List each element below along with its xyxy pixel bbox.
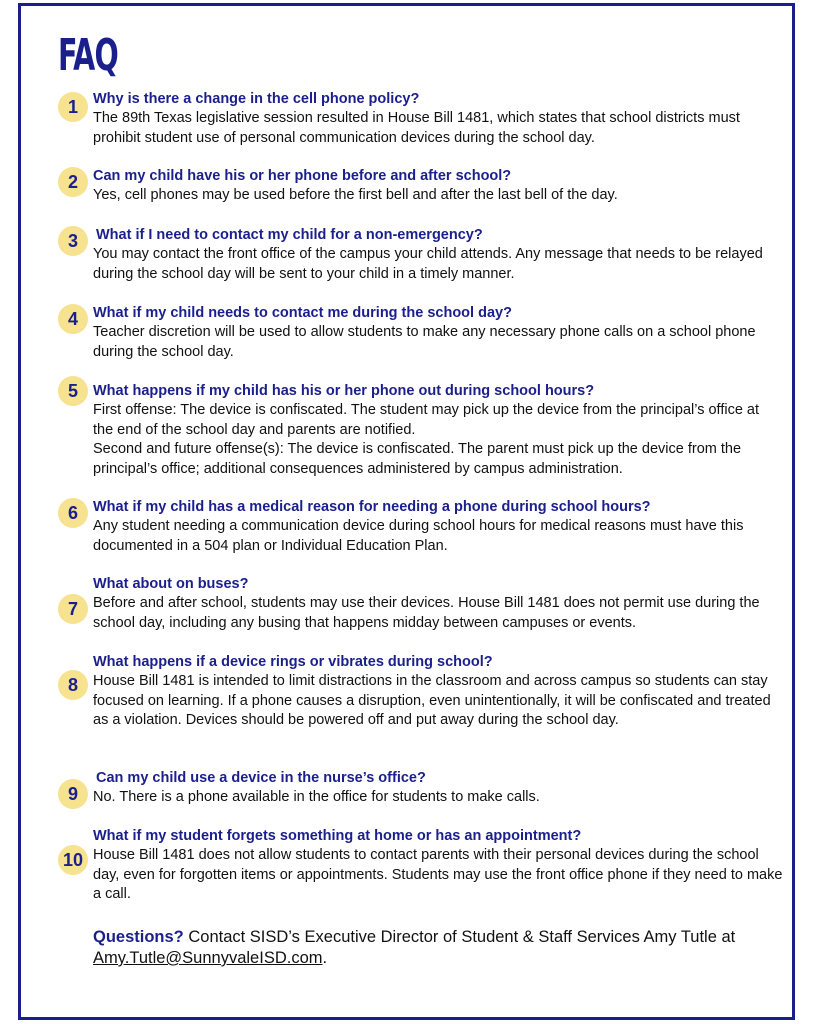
faq-answer: Before and after school, students may use their devices. House Bill 1481 does not permit use during the school day, including any busing that happens midday between campuses or events.: [93, 595, 760, 631]
faq-answer: House Bill 1481 does not allow students to contact parents with their personal devices during the school day, even for forgotten items or appointments. Students may use the front office phone if they need to make a call.: [93, 847, 783, 902]
number-badge: 8: [58, 670, 88, 700]
faq-question: Can my child use a device in the nurse’s office?: [96, 770, 426, 786]
faq-question: What if my child needs to contact me during the school day?: [93, 305, 512, 321]
contact-lead: Questions?: [93, 928, 184, 946]
faq-question: What happens if a device rings or vibrates during school?: [93, 654, 493, 670]
faq-answer: Teacher discretion will be used to allow students to make any necessary phone calls on a school phone during the school day.: [93, 324, 756, 360]
number-badge: 3: [58, 226, 88, 256]
faq-answer: The 89th Texas legislative session resulted in House Bill 1481, which states that school districts must prohibit student use of personal communication devices during the school day.: [93, 110, 740, 146]
number-badge: 4: [58, 304, 88, 334]
faq-question: What about on buses?: [93, 576, 249, 592]
number-badge: 5: [58, 376, 88, 406]
faq-question: Why is there a change in the cell phone policy?: [93, 91, 420, 107]
faq-question: What happens if my child has his or her phone out during school hours?: [93, 383, 595, 399]
page-title: FAQ: [58, 30, 118, 81]
faq-answer-second: Second and future offense(s): The device is confiscated. The parent must pick up the device from the principal’s office; additional consequences administered by campus administration.: [93, 441, 742, 477]
number-badge: 10: [58, 845, 88, 875]
number-badge: 9: [58, 779, 88, 809]
contact-end: .: [322, 949, 328, 967]
contact-email-link[interactable]: Amy.Tutle@SunnyvaleISD.com: [93, 949, 323, 967]
faq-answer: No. There is a phone available in the office for students to make calls.: [93, 789, 540, 805]
contact-text: Contact SISD’s Executive Director of Student & Staff Services Amy Tutle at: [183, 928, 736, 946]
faq-question: What if my student forgets something at home or has an appointment?: [93, 828, 582, 844]
number-badge: 2: [58, 167, 88, 197]
faq-question: Can my child have his or her phone before and after school?: [93, 168, 512, 184]
faq-answer: House Bill 1481 is intended to limit distractions in the classroom and across campus so students can stay focused on learning. If a phone causes a disruption, even unintentionally, it will be confiscated and treated as a violation. Devices should be powered off and put away during the school day.: [93, 673, 771, 728]
faq-answer: First offense: The device is confiscated. The student may pick up the device from the principal’s office at the end of the school day and parents are notified.: [93, 402, 760, 438]
contact-note: [93, 927, 783, 969]
faq-question: What if I need to contact my child for a non-emergency?: [96, 227, 483, 243]
faq-answer: Any student needing a communication device during school hours for medical reasons must have this documented in a 504 plan or Individual Education Plan.: [93, 518, 744, 554]
number-badge: 7: [58, 594, 88, 624]
number-badge: 1: [58, 92, 88, 122]
faq-question: What if my child has a medical reason for needing a phone during school hours?: [93, 499, 651, 515]
faq-answer: Yes, cell phones may be used before the first bell and after the last bell of the day.: [93, 187, 618, 203]
number-badge: 6: [58, 498, 88, 528]
faq-answer: You may contact the front office of the campus your child attends. Any message that needs to be relayed during the school day will be sent to your child in a timely manner.: [93, 246, 763, 282]
